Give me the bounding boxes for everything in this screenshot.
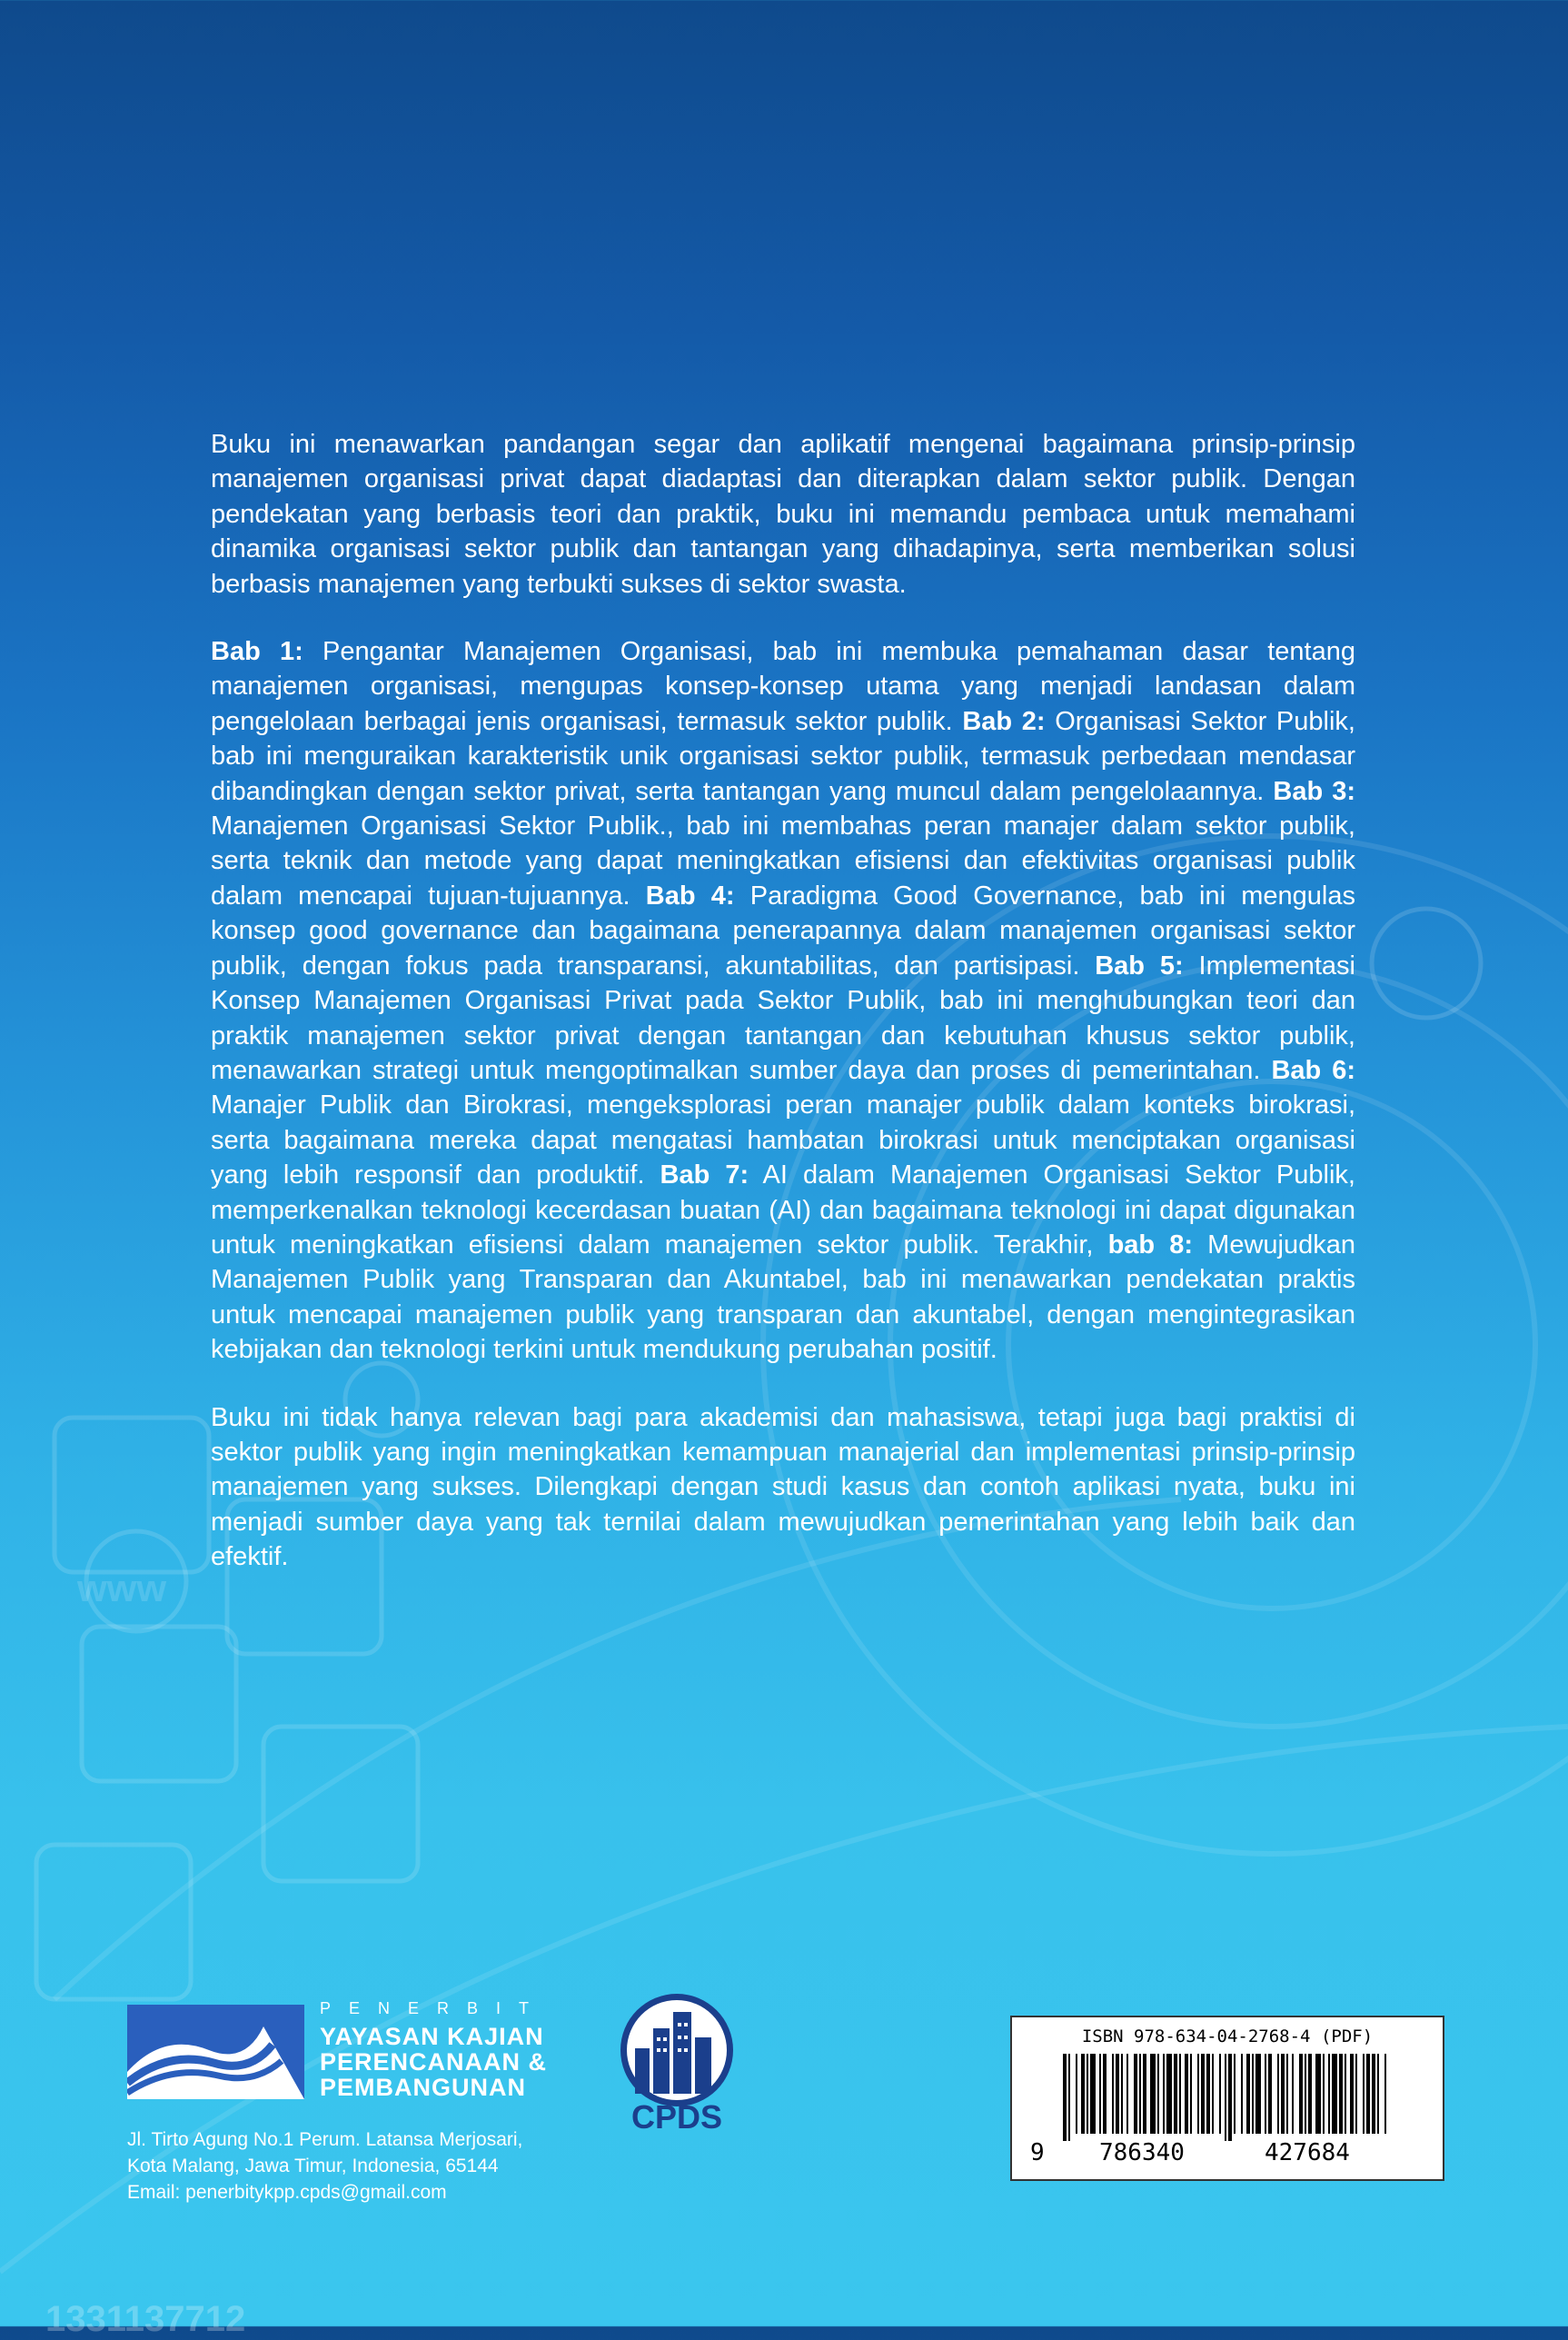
barcode-bar [1315,2054,1321,2134]
publisher-penerbit-label: PENERBIT [320,1999,548,2017]
barcode-bar [1350,2054,1354,2134]
chapter-4-label: Bab 4: [645,881,735,911]
barcode-bar [1163,2054,1165,2134]
chapter-8-label: bab 8: [1107,1230,1194,1260]
barcode-digit-lead: 9 [1030,2139,1045,2166]
barcode-digits-right: 427684 [1265,2139,1350,2166]
barcode-bar [1339,2054,1343,2134]
barcode-bar [1305,2054,1306,2134]
address-line-2: Kota Malang, Jawa Timur, Indonesia, 65144 [127,2156,499,2176]
stock-watermark: 1331137712 [45,2299,246,2339]
barcode-bar [1225,2054,1226,2141]
barcode-bar [1139,2054,1141,2134]
publisher-name-line-1: YAYASAN KAJIAN [320,2023,544,2050]
cpds-label: CPDS [630,2098,723,2136]
isbn-barcode [1010,2016,1444,2181]
chapter-3-label: Bab 3: [1273,776,1355,806]
barcode-bar [1201,2054,1205,2134]
barcode-bars [1063,2054,1390,2141]
barcode-bar [1126,2054,1128,2134]
mountain-wave-logo [127,2005,304,2099]
barcode-bar [1103,2054,1107,2134]
barcode-bar [1219,2054,1221,2134]
barcode-bar [1157,2054,1159,2134]
barcode-bar [1299,2054,1303,2134]
barcode-bar [1190,2054,1192,2134]
address-email: Email: penerbitykpp.cpds@gmail.com [127,2182,447,2203]
barcode-bar [1166,2054,1172,2134]
barcode-bar [1185,2054,1188,2134]
publisher-name-line-3: PEMBANGUNAN [320,2074,526,2101]
chapter-2-text: Organisasi Sektor Publik, bab ini menguraikan karakteristik unik organisasi sektor publik, termasuk perbedaan mendasar dibandingkan dengan sektor privat, serta tantangan yang muncul dalam pengelolaannya. [211,706,1355,806]
blurb-intro-paragraph: Buku ini menawarkan pandangan segar dan aplikatif mengenai bagaimana prinsip-prinsip manajemen organisasi privat dapat diadaptasi dan diterapkan dalam sektor publik. Dengan pendekatan yang berbasis teori dan praktik, buku ini memandu pembaca untuk memahami dinamika organisasi sektor publik dan tantangan yang dihadapinya, serta memberikan solusi berbasis manajemen yang terbukti sukses di sektor swasta. [211,430,1355,599]
barcode-bar [1116,2054,1119,2134]
chapter-6-text: Manajer Publik dan Birokrasi, mengeksplorasi peran manajer publik dalam konteks birokrasi, serta bagaimana mereka dapat mengatasi hambatan birokrasi untuk menciptakan organisasi yang lebih responsif dan produktif. [211,1090,1355,1190]
isbn-number: ISBN 978-634-04-2768-4 (PDF) [1081,2026,1374,2046]
barcode-bar [1241,2054,1243,2134]
barcode-bar [1228,2054,1232,2141]
barcode-bar [1068,2054,1070,2141]
chapter-1-text: Pengantar Manajemen Organisasi, bab ini membuka pemahaman dasar tentang manajemen organisasi, mengupas konsep-konsep utama yang menjadi landasan dalam pengelolaan berbagai jenis organisasi, termasuk sektor publik. [211,637,1355,736]
chapter-7-label: Bab 7: [660,1160,749,1190]
barcode-bar [1150,2054,1156,2134]
blurb-chapters-paragraph [211,634,1355,1368]
barcode-bar [1332,2054,1337,2134]
barcode-bar [1179,2054,1181,2134]
barcode-bar [1206,2054,1210,2134]
chapter-1-label: Bab 1: [211,637,303,667]
publisher-name-line-2: PERENCANAAN & [320,2048,548,2076]
address-line-1: Jl. Tirto Agung No.1 Perum. Latansa Merjosari, [127,2129,523,2150]
barcode-bar [1246,2054,1250,2134]
chapter-8-text: Mewujudkan Manajemen Publik yang Transparan dan Akuntabel, bab ini menawarkan pendekatan praktis untuk mencapai manajemen publik yang transparan dan akuntabel, dengan mengintegrasikan kebijakan dan teknologi terkini untuk mendukung perubahan positif. [211,1230,1355,1365]
barcode-bar [1174,2054,1177,2134]
barcode-bar [1308,2054,1312,2134]
barcode-bar [1366,2054,1370,2134]
barcode-bar [1134,2054,1137,2134]
barcode-bar [1099,2054,1101,2134]
barcode-bar [1345,2054,1346,2134]
barcode-bar [1372,2054,1375,2134]
barcode-bar [1234,2054,1236,2134]
barcode-bar [1255,2054,1261,2134]
barcode-bar [1323,2054,1325,2134]
barcode-bar [1355,2054,1357,2134]
back-cover-blurb [211,427,1355,1608]
barcode-bar [1363,2054,1365,2134]
chapter-3-text: Manajemen Organisasi Sektor Publik., bab ini membahas peran manajer dalam sektor publik, serta teknik dan metode yang dapat meningkatkan efisiensi dan efektivitas organisasi publik dalam mencapai tujuan-tujuannya. [211,812,1355,911]
publisher-address [127,2126,522,2206]
chapter-7-text: AI dalam Manajemen Organisasi Sektor Publik, memperkenalkan teknologi kecerdasan buatan (AI) dan bagaimana teknologi ini dapat digunakan untuk meningkatkan efisiensi dalam manajemen sektor publik. Terakhir, [211,1160,1355,1260]
barcode-bar [1081,2054,1085,2134]
barcode-bar [1087,2054,1088,2134]
barcode-bar [1292,2054,1294,2134]
barcode-bar [1268,2054,1272,2134]
barcode-bar [1384,2054,1386,2134]
barcode-bar [1212,2054,1214,2134]
blurb-closing-paragraph: Buku ini tidak hanya relevan bagi para akademisi dan mahasiswa, tetapi juga bagi praktisi di sektor publik yang ingin meningkatkan kemampuan manajerial dan implementasi prinsip-prinsip manajemen yang sukses. Dilengkapi dengan studi kasus dan contoh aplikasi nyata, buku ini menjadi sumber daya yang tak ternilai dalam mewujudkan pemerintahan yang lebih baik dan efektif. [211,1402,1355,1572]
chapter-2-label: Bab 2: [962,706,1046,736]
barcode-bar [1286,2054,1288,2134]
barcode-bar [1112,2054,1114,2134]
barcode-bar [1090,2054,1096,2134]
cpds-buildings-logo [613,1992,740,2146]
barcode-bar [1328,2054,1330,2134]
barcode-digits-left: 786340 [1099,2139,1185,2166]
barcode-bar [1281,2054,1285,2134]
barcode-bar [1076,2054,1077,2134]
publisher-name-block [320,1999,547,2100]
barcode-bar [1277,2054,1279,2134]
barcode-bar [1143,2054,1146,2134]
barcode-bar [1197,2054,1199,2134]
chapter-5-label: Bab 5: [1095,951,1184,981]
chapter-6-label: Bab 6: [1271,1055,1355,1085]
chapter-5-text: Implementasi Konsep Manajemen Organisasi Privat pada Sektor Publik, bab ini menghubungkan teori dan praktik manajemen sektor privat dengan tantangan dan kebutuhan khusus sektor publik, menawarkan strategi untuk mengoptimalkan sumber daya dan proses di pemerintahan. [211,951,1355,1085]
barcode-bar [1265,2054,1266,2134]
barcode-bar [1121,2054,1123,2134]
barcode-bar [1377,2054,1379,2134]
chapter-4-text: Paradigma Good Governance, bab ini mengulas konsep good governance dan bagaimana penerapannya dalam manajemen organisasi sektor publik, dengan fokus pada transparansi, akuntabilitas, dan partisipasi. [211,881,1355,981]
barcode-bar [1252,2054,1254,2134]
www-icon: www [77,1567,167,1609]
barcode-bar [1063,2054,1067,2141]
